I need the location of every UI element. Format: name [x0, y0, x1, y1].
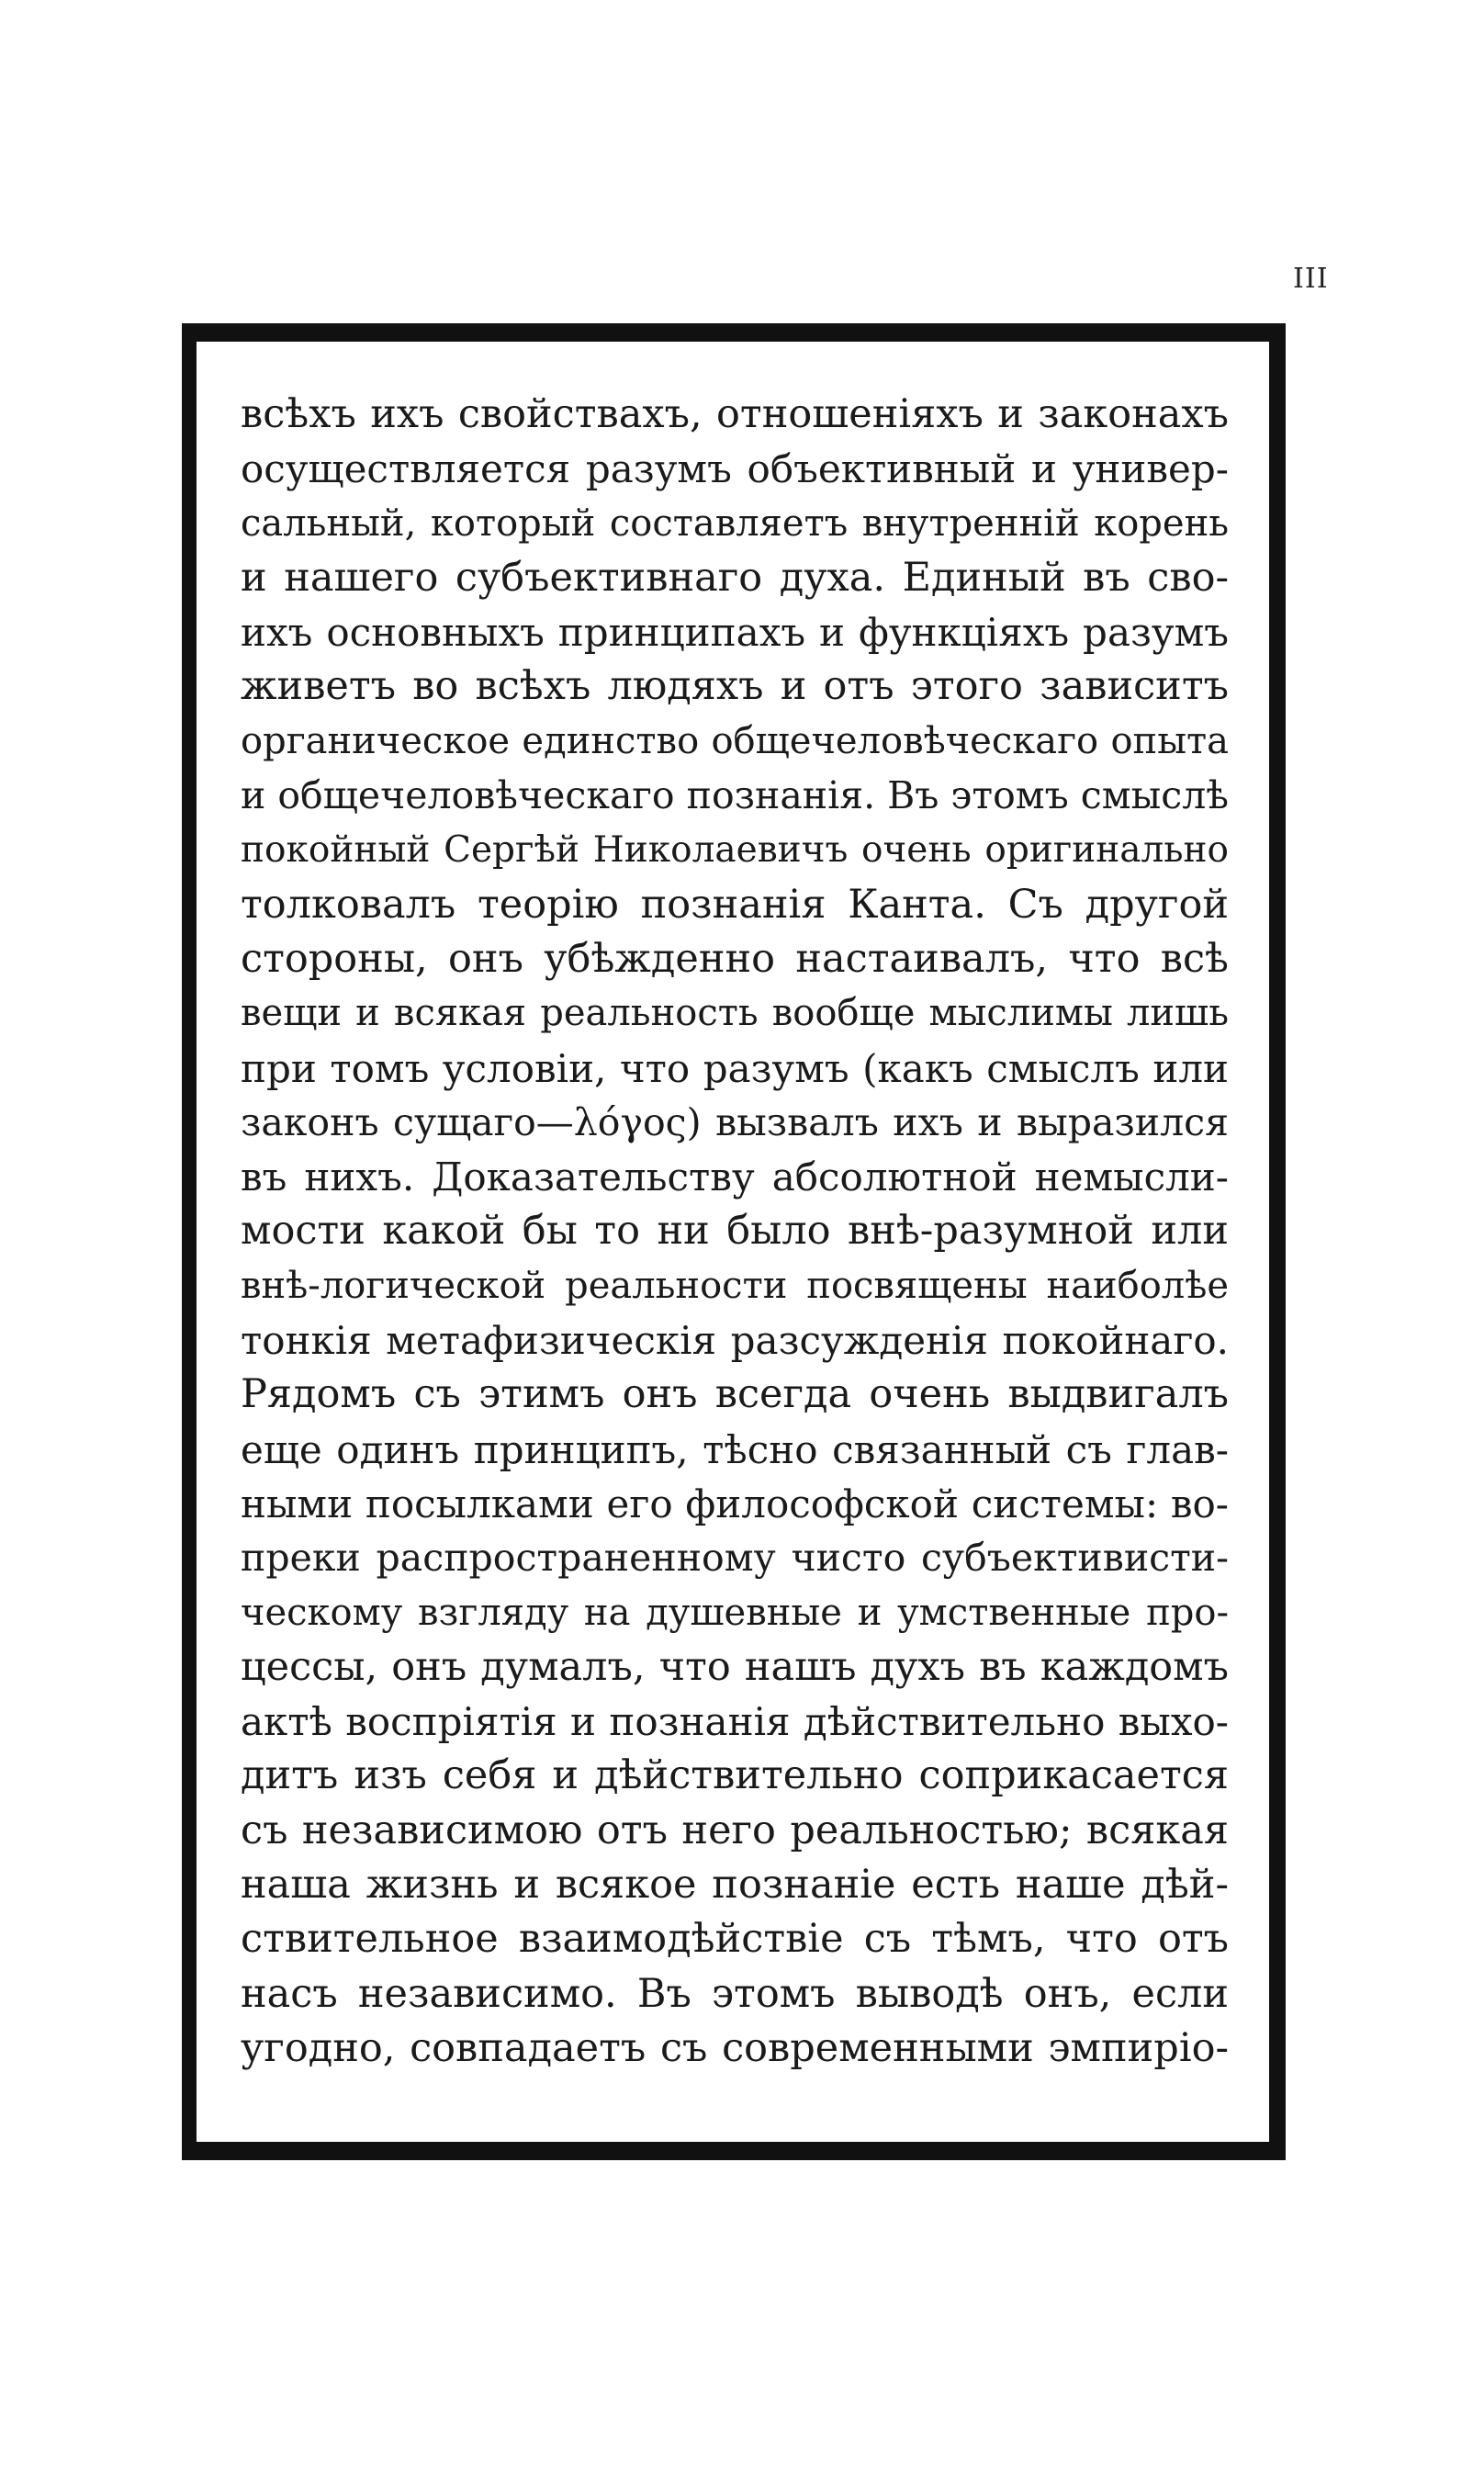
page-number: III	[1293, 263, 1329, 295]
text-line: живетъ во всѣхъ людяхъ и отъ этого зависитъ	[241, 663, 1229, 710]
text-line: Рядомъ съ этимъ онъ всегда очень выдвигалъ	[241, 1371, 1229, 1418]
text-line: тонкія метафизическія разсужденія покойнаго.	[241, 1318, 1229, 1364]
text-line: въ нихъ. Доказательству абсолютной немысли-	[241, 1154, 1229, 1200]
text-line: наша жизнь и всякое познаніе есть наше дѣй-	[241, 1862, 1229, 1909]
text-line: съ независимою отъ него реальностью; всякая	[241, 1807, 1229, 1853]
text-line: насъ независимо. Въ этомъ выводѣ онъ, если	[241, 1970, 1229, 2017]
text-line: ными посылками его философской системы: во-	[241, 1481, 1229, 1526]
text-line: и общечеловѣческаго познанія. Въ этомъ смыслѣ	[241, 773, 1229, 818]
text-line: внѣ-логической реальности посвящены наиболѣе	[241, 1264, 1229, 1307]
text-line: сальный, который составляетъ внутренній корень	[241, 501, 1229, 545]
text-line: еще одинъ принципъ, тѣсно связанный съ глав-	[241, 1426, 1229, 1472]
text-line: при томъ условіи, что разумъ (какъ смыслъ или	[241, 1045, 1229, 1091]
text-line: мости какой бы то ни было внѣ-разумной или	[241, 1208, 1229, 1255]
body-text	[241, 388, 1229, 2076]
text-line: толковалъ теорію познанія Канта. Съ другой	[241, 881, 1229, 928]
text-line: и нашего субъективнаго духа. Единый въ сво-	[241, 554, 1229, 601]
text-line: вещи и всякая реальность вообще мыслимы лишь	[241, 992, 1229, 1035]
text-line: цессы, онъ думалъ, что нашъ духъ въ каждомъ	[241, 1643, 1229, 1690]
text-line: ихъ основныхъ принципахъ и функціяхъ разумъ	[241, 610, 1229, 656]
text-line: ческому взгляду на душевные и умственные про-	[241, 1591, 1229, 1634]
text-line: дитъ изъ себя и дѣйствительно соприкасается	[241, 1752, 1229, 1799]
text-line: угодно, совпадаетъ съ современными эмпиріо-	[241, 2024, 1229, 2071]
text-line: покойный Сергѣй Николаевичъ очень оригинально	[241, 829, 1229, 872]
mourning-border-frame	[182, 323, 1286, 2160]
text-line: законъ сущаго—λόγος) вызвалъ ихъ и выразился	[241, 1099, 1229, 1144]
text-line: преки распространенному чисто субъективисти-	[241, 1536, 1229, 1581]
text-line: ствительное взаимодѣйствіе съ тѣмъ, что отъ	[241, 1916, 1229, 1963]
text-line: актѣ воспріятія и познанія дѣйствительно выхо-	[241, 1699, 1229, 1745]
text-line: стороны, онъ убѣжденно настаивалъ, что всѣ	[241, 935, 1229, 982]
text-line: органическое единство общечеловѣческаго опыта	[241, 719, 1229, 762]
text-line: осуществляется разумъ объективный и универ-	[241, 446, 1229, 492]
text-line: всѣхъ ихъ свойствахъ, отношеніяхъ и законахъ	[241, 391, 1229, 437]
